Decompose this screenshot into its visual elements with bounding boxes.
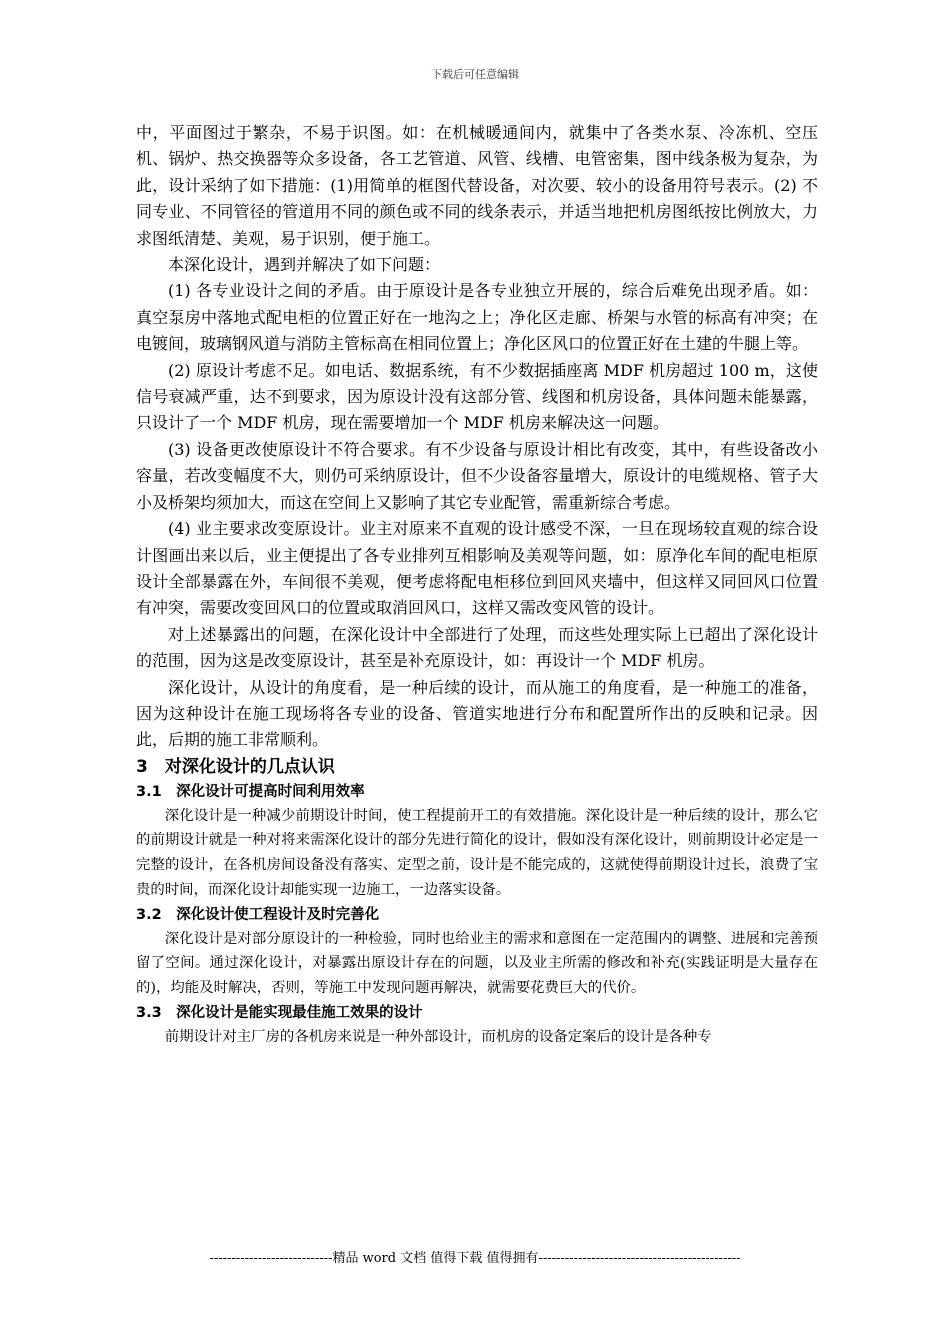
section-3-2-heading: 3.2 深化设计使工程设计及时完善化 <box>136 906 380 923</box>
section-3-3-text: 前期设计对主厂房的各机房来说是一种外部设计，而机房的设备定案后的设计是各种专 <box>164 1028 712 1045</box>
section-3-1-text: 深化设计是一种减少前期设计时间，使工程提前开工的有效措施。深化设计是一种后续的设计，那么它的前期设计就是一种对将来需深化设计的部分先进行简化的设计，假如没有深化设计，则前期设计必定是一完整的设计，在各机房间设备没有落实、定型之前，设计是不能完成的，这就使得前期设计过长，浪费了宝贵的时间，而深化设计却能实现一边施工，一边落实设备。 <box>136 807 818 898</box>
paragraph-intro-problems: 本深化设计，遇到并解决了如下问题： <box>168 255 441 275</box>
section-3-heading: 3 对深化设计的几点认识 <box>136 756 335 777</box>
paragraph-problem-2: (2) 原设计考虑不足。如电话、数据系统，有不少数据插座离 MDF 机房超过 100 m，这使信号衰减严重，达不到要求，因为原设计没有这部分管、线图和机房设备，具体问题未能暴露，只设计了一个 MDF 机房，现在需要增加一个 MDF 机房来解决这一问题。 <box>136 360 818 433</box>
document-body <box>136 120 818 1049</box>
paragraph-problem-1: (1) 各专业设计之间的矛盾。由于原设计是各专业独立开展的，综合后难免出现矛盾。如：真空泵房中落地式配电柜的位置正好在一地沟之上；净化区走廊、桥架与水管的标高有冲突；在电镀间，玻璃钢风道与消防主管标高在相同位置上；净化区风口的位置正好在土建的牛腿上等。 <box>136 281 818 354</box>
paragraph-handling: 对上述暴露出的问题，在深化设计中全部进行了处理，而这些处理实际上已超出了深化设计的范围，因为这是改变原设计，甚至是补充原设计，如：再设计一个 MDF 机房。 <box>136 624 818 671</box>
paragraph-summary: 深化设计，从设计的角度看，是一种后续的设计，而从施工的角度看，是一种施工的准备，因为这种设计在施工现场将各专业的设备、管道实地进行分布和配置所作出的反映和记录。因此，后期的施工非常顺利。 <box>136 677 818 750</box>
section-3-2-text: 深化设计是对部分原设计的一种检验，同时也给业主的需求和意图在一定范围内的调整、进展和完善预留了空间。通过深化设计，对暴露出原设计存在的问题，以及业主所需的修改和补充(实践证明是大量存在的)，均能及时解决，否则，等施工中发现问题再解决，就需要花费巨大的代价。 <box>136 930 818 996</box>
page-footer: ----------------------------精品 word 文档 值得下载 值得拥有---------------------------------------------- <box>209 1251 741 1266</box>
paragraph-problem-3: (3) 设备更改使原设计不符合要求。有不少设备与原设计相比有改变，其中，有些设备改小容量，若改变幅度不大，则仍可采纳原设计，但不少设备容量增大，原设计的电缆规格、管子大小及桥架均须加大，而这在空间上又影响了其它专业配管，需重新综合考虑。 <box>136 439 818 512</box>
section-3-3-heading: 3.3 深化设计是能实现最佳施工效果的设计 <box>136 1004 423 1021</box>
section-3-1-heading: 3.1 深化设计可提高时间利用效率 <box>136 783 365 800</box>
page-header: 下载后可任意编辑 <box>431 68 519 81</box>
paragraph-continuation: 中，平面图过于繁杂，不易于识图。如：在机械暖通间内，就集中了各类水泵、冷冻机、空压机、锅炉、热交换器等众多设备，各工艺管道、风管、线槽、电管密集，图中线条极为复杂，为此，设计采纳了如下措施：(1)用简单的框图代替设备，对次要、较小的设备用符号表示。(2) 不同专业、不同管径的管道用不同的颜色或不同的线条表示，并适当地把机房图纸按比例放大，力求图纸清楚、美观，易于识别，便于施工。 <box>136 123 818 248</box>
paragraph-problem-4: (4) 业主要求改变原设计。业主对原来不直观的设计感受不深，一旦在现场较直观的综合设计图画出来以后，业主便提出了各专业排列互相影响及美观等问题，如：原净化车间的配电柜原设计全部暴露在外，车间很不美观，便考虑将配电柜移位到回风夹墙中，但这样又同回风口位置有冲突，需要改变回风口的位置或取消回风口，这样又需改变风管的设计。 <box>136 519 818 618</box>
